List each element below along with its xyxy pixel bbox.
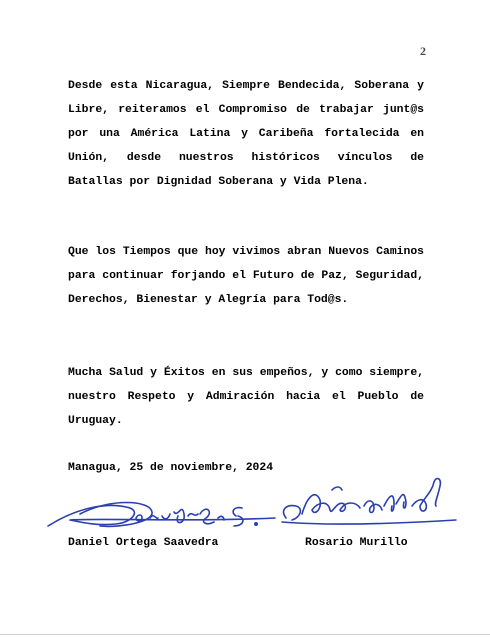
paragraph-greetings: Mucha Salud y Éxitos en sus empeños, y como siempre, nuestro Respeto y Admiración hacia el Pueblo de Uruguay. <box>68 367 424 427</box>
paragraph-commitment: Desde esta Nicaragua, Siempre Bendecida, Soberana y Libre, reiteramos el Compromiso de trabajar junt@s por una América Latina y Caribeña fortalecida en Unión, desde nuestros históricos vínculos de Batallas por Dignidad Soberana y Vida Plena. <box>68 80 424 188</box>
page-edge-divider <box>0 634 490 635</box>
place-and-date: Managua, 25 de noviembre, 2024 <box>68 462 274 474</box>
signatory-name-daniel-ortega: Daniel Ortega Saavedra <box>68 537 219 549</box>
signatory-name-rosario-murillo: Rosario Murillo <box>305 537 408 549</box>
page-number: 2 <box>420 44 426 58</box>
paragraph-new-paths: Que los Tiempos que hoy vivimos abran Nuevos Caminos para continuar forjando el Futuro de Paz, Seguridad, Derechos, Bienestar y Alegría para Tod@s. <box>68 246 424 306</box>
signature-rosario-murillo <box>272 470 462 540</box>
